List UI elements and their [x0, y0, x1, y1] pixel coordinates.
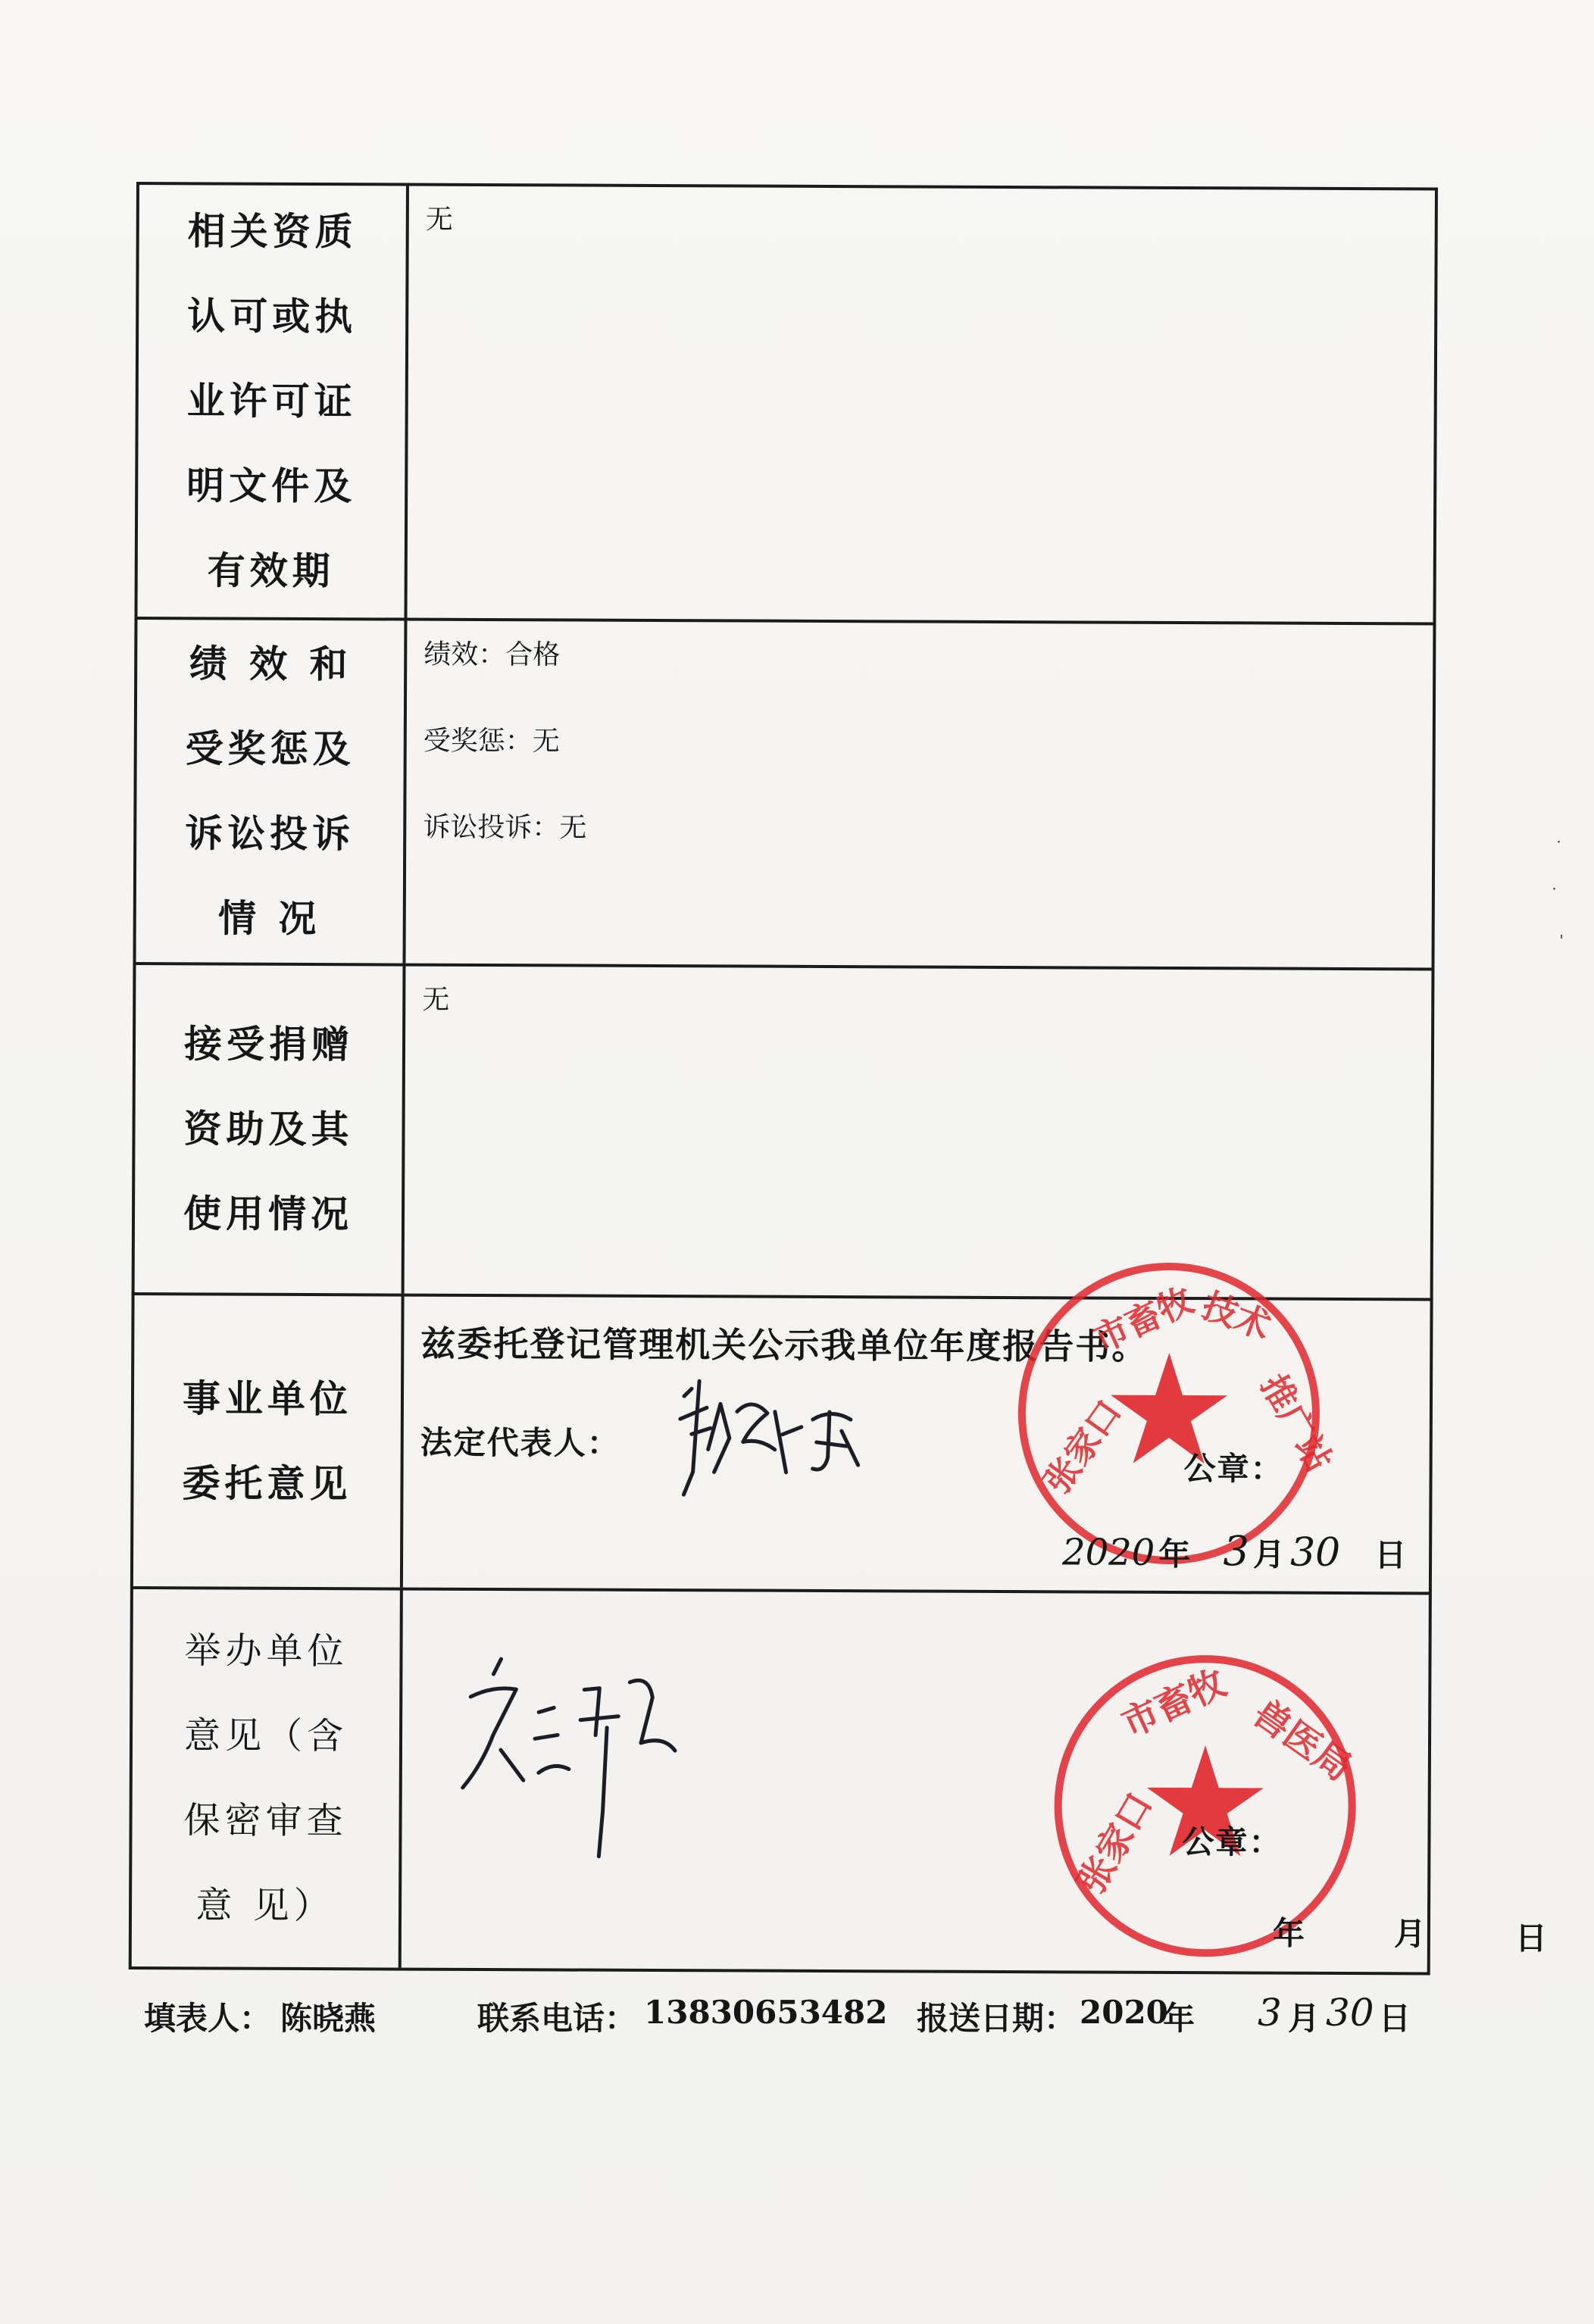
- sponsor-seal: [1045, 1646, 1365, 1966]
- label-line: 接受捐赠: [183, 1021, 355, 1067]
- label-line: 资助及其: [183, 1106, 354, 1152]
- svg-text:兽医局: 兽医局: [1246, 1691, 1360, 1790]
- sponsor-opinion-row: [129, 1586, 1549, 1975]
- date-year-char: 年: [1158, 1535, 1192, 1573]
- donation-content: [405, 967, 1432, 1298]
- donation-row: [132, 962, 1435, 1298]
- label-line: 情 况: [217, 895, 321, 942]
- qualification-label: [137, 185, 408, 618]
- sponsor-date-year-char: 年: [1272, 1914, 1307, 1952]
- unit-entrust-content: [403, 1279, 1430, 1592]
- legal-rep-label: 法定代表人：: [420, 1423, 620, 1462]
- sponsor-date-day-char: 日: [1514, 1919, 1549, 1957]
- sponsor-opinion-content: [402, 1591, 1549, 1973]
- date-month-char: 月: [1252, 1535, 1287, 1573]
- submit-day-char: 日: [1379, 2000, 1411, 2037]
- label-line: 事业单位: [182, 1376, 353, 1422]
- donation-value: 无: [422, 984, 450, 1016]
- awards-value: 受奖惩：无: [423, 725, 560, 757]
- svg-text:张家口: 张家口: [1070, 1785, 1162, 1901]
- submit-day: 30: [1326, 1991, 1374, 2035]
- label-line: 保密审查: [183, 1799, 348, 1843]
- svg-text:张家口: 张家口: [1036, 1392, 1130, 1501]
- svg-text:市畜牧: 市畜牧: [1115, 1661, 1233, 1746]
- date-day-char: 日: [1374, 1536, 1408, 1574]
- date-year: 2020: [1061, 1531, 1155, 1574]
- performance-value: 绩效：合格: [424, 639, 561, 671]
- date-month: 3: [1223, 1527, 1249, 1576]
- entrust-statement: 兹委托登记管理机关公示我单位年度报告书。: [420, 1323, 1149, 1367]
- label-line: 明文件及: [186, 463, 357, 509]
- submit-date-label: 报送日期：: [917, 2000, 1077, 2037]
- label-line: 相关资质: [187, 208, 358, 255]
- submit-year: 2020: [1080, 1994, 1168, 2031]
- margin-mark: ˈ: [1559, 933, 1564, 952]
- label-line: 意见（含: [183, 1714, 348, 1758]
- submit-month-char: 月: [1288, 2000, 1321, 2037]
- label-line: 意 见）: [195, 1884, 335, 1928]
- svg-text:市畜牧: 市畜牧: [1087, 1279, 1200, 1360]
- performance-label: [136, 620, 408, 964]
- unit-seal: [1009, 1254, 1340, 1576]
- unit-date: [1062, 1526, 1408, 1576]
- label-line: 有效期: [207, 548, 335, 594]
- label-line: 绩 效 和: [189, 641, 352, 687]
- donation-label: [135, 965, 406, 1294]
- label-line: 委托意见: [182, 1460, 352, 1507]
- sponsor-signature: [447, 1644, 690, 1887]
- qualification-content: [407, 186, 1434, 623]
- form-footer: [144, 1991, 1447, 2047]
- label-line: 使用情况: [183, 1191, 354, 1237]
- performance-content: [406, 621, 1433, 968]
- date-day: 30: [1289, 1529, 1341, 1576]
- sponsor-date-month-char: 月: [1393, 1915, 1428, 1953]
- unit-entrust-row: [130, 1279, 1433, 1592]
- unit-seal-label: 公章：: [1183, 1450, 1284, 1488]
- label-line: 诉讼投诉: [185, 811, 355, 857]
- svg-text:推广站: 推广站: [1252, 1367, 1340, 1479]
- label-line: 受奖惩及: [185, 726, 355, 772]
- filler-label: 填表人：: [144, 2000, 272, 2037]
- qualification-value: 无: [425, 204, 453, 236]
- performance-row: [133, 617, 1436, 967]
- qualification-row: [134, 182, 1437, 622]
- submit-month: 3: [1258, 1991, 1282, 2035]
- sponsor-opinion-label: [132, 1589, 403, 1968]
- svg-text:技术: 技术: [1196, 1284, 1277, 1348]
- submit-year-char: 年: [1163, 2000, 1196, 2037]
- label-line: 举办单位: [184, 1629, 348, 1673]
- legal-rep-signature: [661, 1366, 889, 1518]
- label-line: 业许可证: [186, 378, 357, 424]
- annual-report-table: [129, 182, 1549, 1975]
- litigation-value: 诉讼投诉：无: [423, 811, 587, 844]
- filler-name: 陈晓燕: [280, 2000, 377, 2037]
- phone-label: 联系电话：: [477, 2000, 637, 2037]
- sponsor-seal-label: 公章：: [1182, 1823, 1283, 1861]
- margin-mark: ˙: [1550, 886, 1558, 905]
- unit-entrust-label: [133, 1295, 405, 1588]
- phone-number: 13830653482: [644, 1994, 888, 2031]
- label-line: 认可或执: [187, 293, 358, 339]
- margin-mark: ˙: [1555, 839, 1563, 858]
